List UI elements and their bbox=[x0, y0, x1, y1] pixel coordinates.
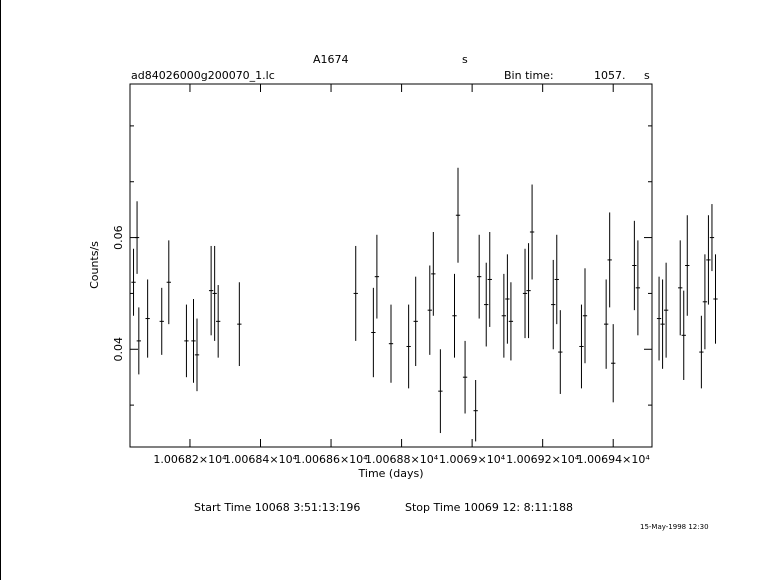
data-point bbox=[703, 254, 707, 349]
data-point bbox=[463, 341, 467, 414]
data-point bbox=[608, 212, 612, 307]
object-name: A1674 bbox=[313, 53, 349, 66]
data-point bbox=[558, 310, 562, 394]
data-point bbox=[555, 235, 559, 324]
data-point bbox=[212, 246, 216, 341]
data-point bbox=[389, 305, 393, 383]
x-tick-label: 1.0069×10⁴ bbox=[439, 453, 506, 466]
bin-time-value: 1057. bbox=[594, 69, 626, 82]
units-marker: s bbox=[462, 53, 468, 66]
data-point bbox=[184, 305, 188, 378]
data-point bbox=[488, 232, 492, 327]
x-tick-label: 1.00692×10⁴ bbox=[506, 453, 580, 466]
data-point bbox=[406, 305, 410, 389]
data-point bbox=[664, 263, 668, 358]
data-point bbox=[551, 260, 555, 349]
data-point bbox=[354, 246, 358, 341]
start-time: Start Time 10068 3:51:13:196 bbox=[194, 501, 361, 514]
data-point bbox=[191, 299, 195, 383]
x-tick-label: 1.00682×10⁴ bbox=[153, 453, 227, 466]
data-point bbox=[473, 380, 477, 441]
x-axis-label: Time (days) bbox=[358, 467, 424, 480]
data-point bbox=[135, 201, 139, 274]
bin-time-label: Bin time: bbox=[504, 69, 554, 82]
y-tick-label: 0.04 bbox=[112, 337, 125, 362]
data-point bbox=[685, 215, 689, 316]
file-name: ad84026000g200070_1.lc bbox=[131, 69, 275, 82]
data-point bbox=[523, 249, 527, 338]
data-point bbox=[209, 246, 213, 335]
data-point bbox=[160, 288, 164, 355]
data-point bbox=[509, 282, 513, 360]
data-point bbox=[678, 240, 682, 335]
y-axis-label: Counts/s bbox=[88, 241, 101, 289]
x-tick-label: 1.00684×10⁴ bbox=[223, 453, 298, 466]
data-point bbox=[636, 240, 640, 335]
data-point bbox=[583, 268, 587, 363]
axis-ticks bbox=[130, 84, 652, 447]
data-point bbox=[699, 316, 703, 389]
data-point bbox=[371, 288, 375, 377]
plot-timestamp: 15-May-1998 12:30 bbox=[640, 523, 709, 531]
x-tick-label: 1.00688×10⁴ bbox=[365, 453, 439, 466]
data-points bbox=[131, 168, 717, 442]
data-point bbox=[167, 240, 171, 324]
data-point bbox=[431, 232, 435, 316]
data-point bbox=[611, 324, 615, 402]
data-point bbox=[657, 277, 661, 361]
tick-labels bbox=[112, 225, 650, 466]
x-tick-label: 1.00686×10⁴ bbox=[294, 453, 368, 466]
data-point bbox=[706, 215, 710, 304]
data-point bbox=[710, 204, 714, 271]
data-point bbox=[526, 243, 530, 338]
data-point bbox=[428, 266, 432, 355]
data-point bbox=[632, 221, 636, 310]
data-point bbox=[502, 274, 506, 358]
data-point bbox=[477, 235, 481, 319]
data-point bbox=[505, 254, 509, 343]
data-point bbox=[216, 285, 220, 358]
data-point bbox=[137, 307, 141, 374]
data-point bbox=[604, 279, 608, 368]
data-point bbox=[682, 291, 686, 380]
y-tick-label: 0.06 bbox=[112, 225, 125, 250]
data-point bbox=[456, 168, 460, 263]
data-point bbox=[237, 282, 241, 366]
data-point bbox=[195, 319, 199, 392]
data-point bbox=[414, 277, 418, 366]
data-point bbox=[375, 235, 379, 319]
stop-time: Stop Time 10069 12: 8:11:188 bbox=[405, 501, 574, 514]
data-point bbox=[131, 249, 135, 316]
data-point bbox=[484, 263, 488, 347]
data-point bbox=[713, 254, 717, 343]
data-point bbox=[452, 274, 456, 358]
x-tick-label: 1.00694×10⁴ bbox=[576, 453, 650, 466]
plot-frame bbox=[130, 84, 652, 447]
data-point bbox=[660, 279, 664, 368]
data-point bbox=[579, 305, 583, 389]
data-point bbox=[530, 185, 534, 280]
bin-time-unit: s bbox=[644, 69, 650, 82]
data-point bbox=[145, 279, 149, 357]
data-point bbox=[438, 349, 442, 433]
